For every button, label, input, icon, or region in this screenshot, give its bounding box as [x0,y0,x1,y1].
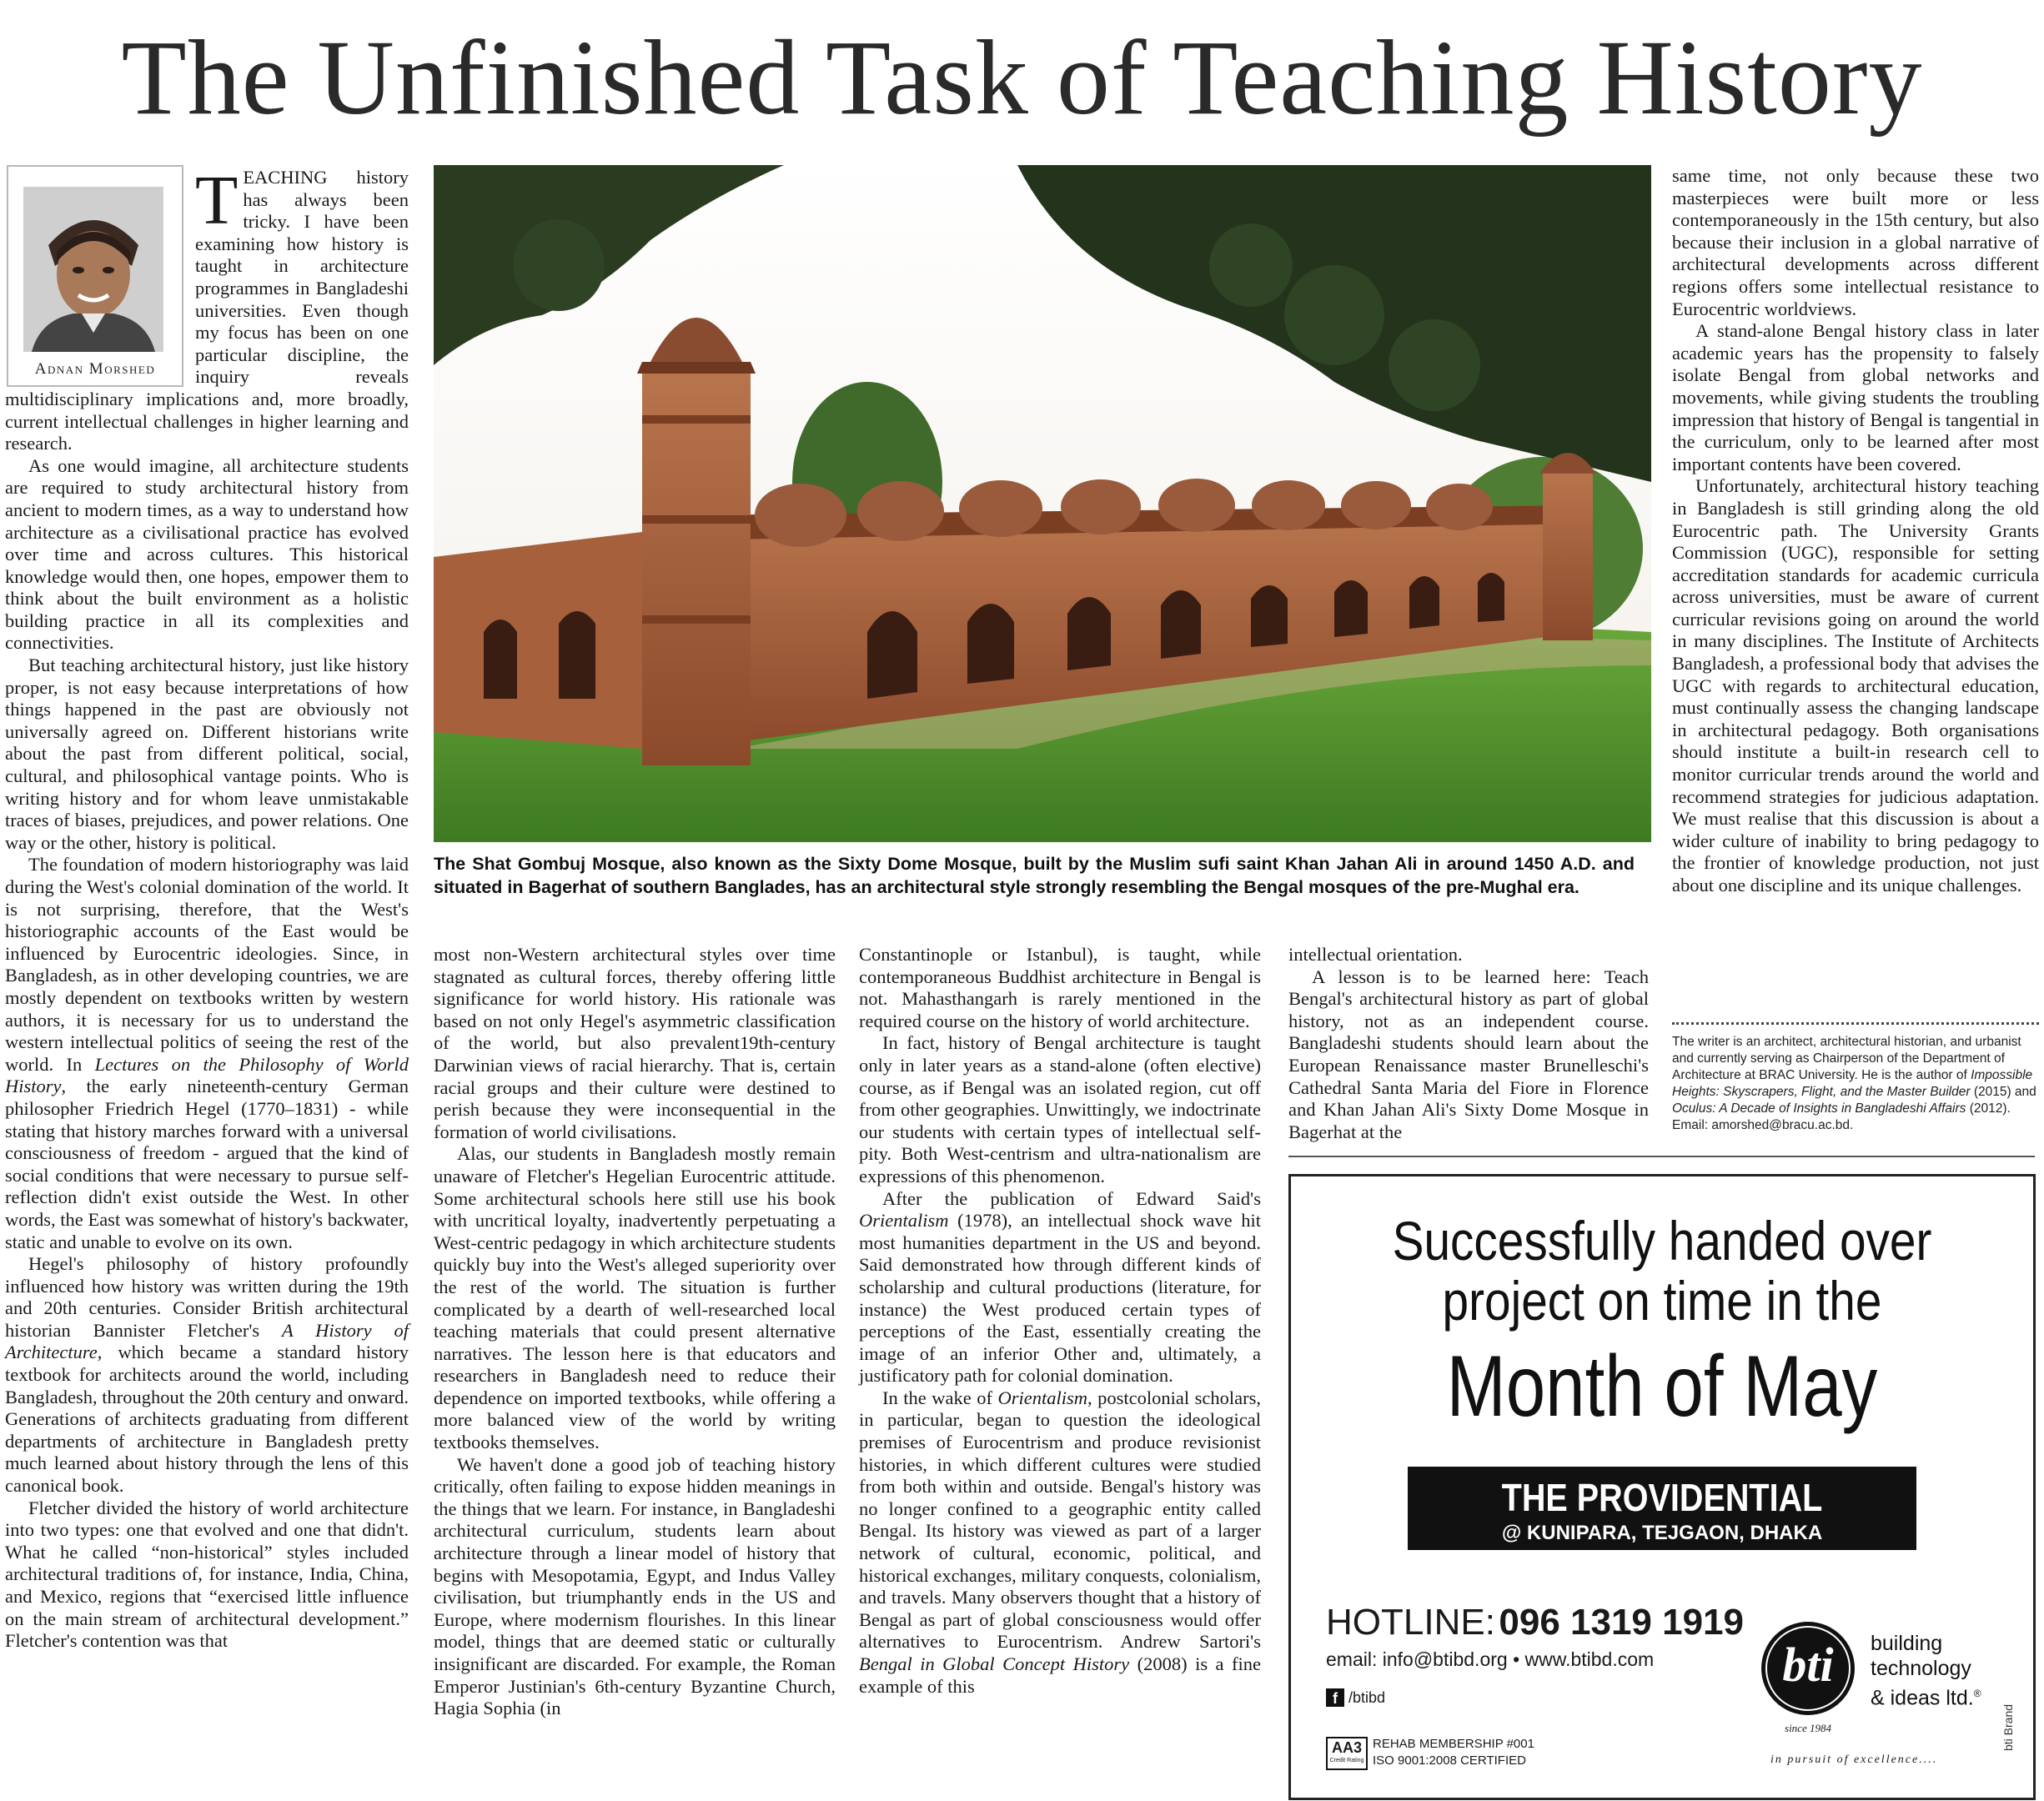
article-column-4 [1288,944,1649,1143]
ad-rule [1288,1156,2035,1157]
article-column-5 [1672,165,2039,897]
ad-side-label: bti Brand [2001,1703,2015,1751]
article-paragraph: The foundation of modern historiography was laid during the West's colonial domination of the world. It is not surprising, therefore, that the West's historiographic accounts of the East would be influenced by Eurocentric ideologies. Since, in Bangladesh, as in other developing countries, we are mostly dependent on textbooks written by western authors, it is necessary for us to understand the western intellectual politics of seeing the rest of the world. In Lectures on the Philosophy of World History, the early nineteenth-century German philosopher Friedrich Hegel (1770–1831) - while stating that history marches forward with a universal consciousness of freedom - argued that the kind of social conditions that were necessary to pursue self-reflection didn't exist outside the West. In other words, the East was somewhat of history's backwater, static and unable to evolve on its own. [5,854,409,1252]
company-name: building technology & ideas ltd.® [1871,1632,1981,1710]
writer-note: The writer is an architect, architectural historian, and urbanist and currently serving as Chairperson of the Department of Architecture at BRAC University. He is the author of Impossible Heights: Skyscrapers, Flight, and the Master Builder (2015) and Oculus: A Decade of Insights in Bangladeshi Affairs (2012). Email: amorshed@bracu.ac.bd. [1672,1035,2036,1132]
article-column-3 [859,944,1261,1698]
hotline: HOTLINE: 096 1319 1919 [1326,1602,1745,1643]
article-paragraph: But teaching architectural history, just like history proper, is not easy because interpretations of how things happened in the past are obviously not universally agreed on. Different historians write about the past from different political, social, cultural, and philosophical vantage points. Who is writing history and for whom leave unmistakable traces of biases, prejudices, and power relations. One way or the other, history is political. [5,655,409,853]
photo-caption: The Shat Gombuj Mosque, also known as the Sixty Dome Mosque, built by the Muslim sufi saint Khan Jahan Ali in around 1450 A.D. and situated in Bagerhat of southern Banglades, has an architectural style strongly resembling the Bengal mosques of the pre-Mughal era. [434,854,1635,897]
article-paragraph: intellectual orientation. [1288,944,1463,965]
article-paragraph: In fact, history of Bengal architecture is taught only in later years as a stand-alone (often elective) course, as if Bengal was an isolated region, cut off from other geographies. Unwittingly, we indoctrinate our students with certain types of intellectual self-pity. Both West-centrism and ultra-nationalism are expressions of this phenomenon. [859,1032,1261,1186]
article-paragraph: After the publication of Edward Said's Orientalism (1978), an intellectual shock wave hit most humanities department in the US and beyond. Said demonstrated how through different kinds of scholarship and cultural productions (literature, for instance) the West produced certain types of perceptions of the East, essentially creating the image of an inferior Other and, ultimately, a justificatory path for colonial domination. [859,1187,1261,1387]
article-paragraph: Unfortunately, architectural history teaching in Bangladesh is still grinding along the old Eurocentric path. The University Grants Commission (UGC), responsible for setting accreditation standards for academic curricula across universities, must be aware of current curricular revisions going on around the world in many disciplines. The Institute of Architects Bangladesh, a professional body that advises the UGC with regards to architectural education, must continually assess the changing landscape in architectural pedagogy. Both organisations should institute a built-in research cell to monitor curricular trends around the world and recommend strategies for judicious adaptation. We must realise that this discussion is about a wider culture of inability to bring pedagogy to the frontier of knowledge production, not just about one discipline and its unique challenges. [1672,475,2039,895]
article-intro: TEACHING history has always been tricky. I have been examining how history is taught in architecture programmes in Bangladeshi universities. Even though my focus has been on one particular discipline, the inquiry reveals multidisciplinary implications and, more broadly, current intellectual challenges in higher learning and research. [5,162,409,454]
drop-cap: T [195,162,239,239]
facebook-icon: f [1326,1688,1344,1707]
hotline-number[interactable]: 096 1319 1919 [1499,1602,1745,1643]
bti-advertisement [1288,1174,2036,1800]
ad-headline-1: Successfully handed over [1392,1210,1932,1272]
iso-certification: ISO 9001:2008 CERTIFIED [1373,1753,1526,1768]
article-paragraph: Alas, our students in Bangladesh mostly remain unaware of Fletcher's Hegelian Eurocentric attitude. Some architectural schools here still use his book with uncritical loyalty, inadvertently perpetuating a West-centric pedagogy in which architecture students quickly buy into the West's alleged superiority over the rest of the world. The situation is further complicated by a dearth of well-researched local teaching materials that could present alternative narratives. The lesson here is that educators and researchers in Bangladesh need to reduce their dependence on imported textbooks, while offering a more balanced view of the world by writing textbooks themselves. [434,1143,836,1453]
project-name: THE PROVIDENTIAL [1501,1476,1823,1519]
project-location: @ KUNIPARA, TEJGAON, DHAKA [1501,1522,1823,1544]
mosque-photo [434,165,1651,842]
ad-headline-2: project on time in the [1442,1270,1882,1332]
ad-tagline: in pursuit of excellence.... [1770,1753,1938,1766]
author-byline: Adnan Morshed [34,360,156,378]
article-paragraph: same time, not only because these two masterpieces were built more or less contemporaneously in the 15th century, but also because their inclusion in a global narrative of architectural developments across different regions offers some intellectual resistance to Eurocentric worldviews. [1672,165,2039,319]
rehab-membership: REHAB MEMBERSHIP #001 [1373,1737,1534,1751]
article-column-1 [5,162,409,1653]
ad-headline-3: Month of May [1446,1338,1878,1435]
article-paragraph: A stand-alone Bengal history class in later academic years has the propensity to falsely isolate Bengal from global networks and movements, while giving students the troubling impression that history of Bengal is tangential in the curriculum, only to be learned after most important contents have been covered. [1672,320,2039,474]
facebook-link[interactable]: f /btibd [1326,1688,1385,1707]
article-paragraph: A lesson is to be learned here: Teach Bengal's architectural history as part of global history, not as an independent course. Bangladeshi students should learn about the European Renaissance master Brunelleschi's Cathedral Santa Maria del Fiore in Florence and Khan Jahan Ali's Sixty Dome Mosque in Bagerhat at the [1288,966,1649,1142]
writer-email: Email: amorshed@bracu.ac.bd. [1672,1118,1854,1132]
note-divider [1672,1022,2039,1025]
headline: The Unfinished Task of Teaching History [121,18,1923,137]
article-paragraph: most non-Western architectural styles over time stagnated as cultural forces, thereby offering little significance for world history. His rationale was based on not only Hegel's asymmetric classification of the world, but also prevalent19th-century Darwinian views of racial hierarchy. That is, certain racial groups and their culture were destined to perish because they were inconsequential in the formation of world civilisations. [434,944,836,1142]
article-paragraph: Constantinople or Istanbul), is taught, while contemporaneous Buddhist architecture in Bengal is not. Mahasthangarh is rarely mentioned in the required course on the history of world architecture. [859,944,1261,1031]
article-paragraph: As one would imagine, all architecture students are required to study architectural history from ancient to modern times, as a way to understand how architecture as a civilisational practice has evolved over time and across cultures. This historical knowledge would then, one hopes, empower them to think about the built environment as a holistic building practice in all its complexities and connectivities. [5,454,409,654]
article-paragraph: Hegel's philosophy of history profoundly influenced how history was written during the 19th and 20th centuries. Consider British architectural historian Bannister Fletcher's A History of Architecture, which became a standard history textbook for architects around the world, including Bangladesh, throughout the 20th century and onward. Generations of architects graduating from different departments of architecture in Bangladesh pretty much learned about history through the lens of this canonical book. [5,1253,409,1497]
rating-badge: AA3 Credit Rating [1326,1737,1368,1770]
article-column-2 [434,944,836,1720]
article-paragraph: We haven't done a good job of teaching history critically, often failing to expose hidden meanings in the things that we learn. For instance, in Bangladeshi architectural curriculum, students learn about architecture through a linear model of history that begins with Mesopotamia, Egypt, and Indus Valley civilisation, but triumphantly ends in the US and Europe, where modernism flourishes. In this linear model, things that are deemed static or culturally insignificant are discarded. For example, the Roman Emperor Justinian's 6th-century Byzantine Church, Hagia Sophia (in [434,1453,836,1719]
project-banner [1408,1467,1916,1550]
bti-logo: bti since 1984 [1758,1618,1858,1718]
ad-contact[interactable]: email: info@btibd.org • www.btibd.com [1326,1648,1655,1670]
article-paragraph: In the wake of Orientalism, postcolonial scholars, in particular, began to question the ideological premises of Eurocentrism and produce revisionist histories, in which different cultures were studied from both within and outside. Bengal's history was no longer confined to a geographic entity called Bengal. Its history was viewed as part of a larger network of cultural, economic, political, and historical exchanges, military conquests, colonialism, and travels. Many observers thought that a history of Bengal as part of global consciousness would offer alternatives to Eurocentrism. Andrew Sartori's Bengal in Global Concept History (2008) is a fine example of this [859,1387,1261,1697]
article-paragraph: Fletcher divided the history of world architecture into two types: one that evolved and one that didn't. What he called “non-historical” styles included architectural traditions of, for instance, India, China, and Mexico, regions that “exercised little influence on the main stream of architectural development.” Fletcher's contention was that [5,1497,409,1652]
